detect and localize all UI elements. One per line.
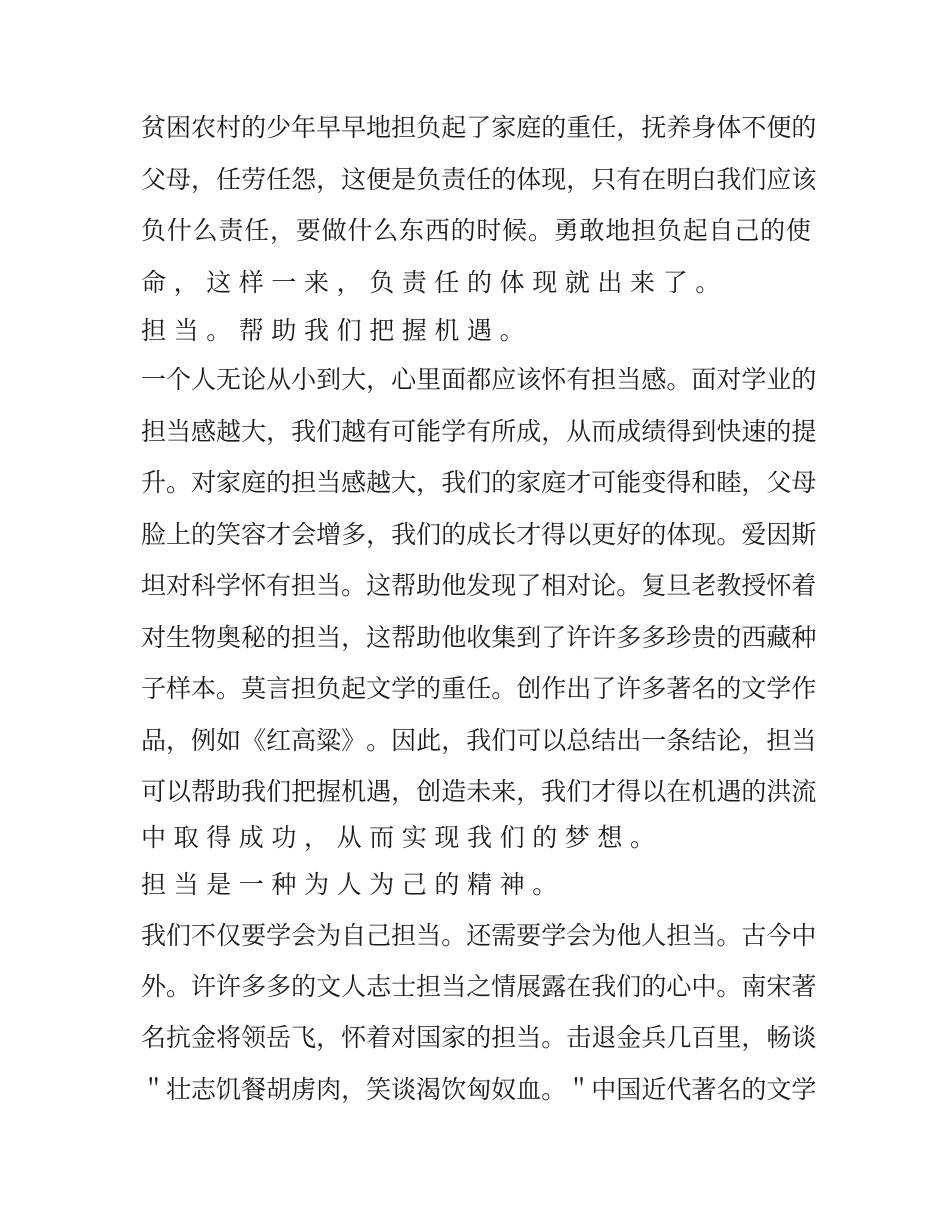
text-line: 品 ， 例 如 《 红 高 粱 》 。 因 此 ， 我 们 可 以 总 结 出 一 条 结 论 ， 担 当 (141, 726, 817, 755)
text-line: 升 。 对 家 庭 的 担 当 感 越 大 ， 我 们 的 家 庭 才 可 能 变 得 和 睦 ， 父 母 (141, 468, 817, 497)
text-line: 担 当 感 越 大 ， 我 们 越 有 可 能 学 有 所 成 ， 从 而 成 绩 得 到 快 速 的 提 (141, 417, 817, 446)
text-line: 负 什 么 责 任 ， 要 做 什 么 东 西 的 时 候 。 勇 敢 地 担 负 起 自 己 的 使 (141, 216, 811, 245)
text-line: 子 样 本 。 莫 言 担 负 起 文 学 的 重 任 。 创 作 出 了 许 多 著 名 的 文 学 作 (141, 674, 817, 703)
text-line: 一 个 人 无 论 从 小 到 大 ， 心 里 面 都 应 该 怀 有 担 当 感 。 面 对 学 业 的 (141, 365, 817, 394)
text-line: 父 母 ， 任 劳 任 怨 ， 这 便 是 负 责 任 的 体 现 ， 只 有 在 明 白 我 们 应 该 (141, 165, 817, 194)
text-line: 命，这样一来，负责任的体现就出来了。 (141, 268, 728, 297)
text-line: 担当是一种为人为己的精神。 (141, 870, 565, 899)
text-line: ＂ 壮 志 饥 餐 胡 虏 肉 ， 笑 谈 渴 饮 匈 奴 血 。 ＂ 中 国 近 代 著 名 的 文 学 (141, 1075, 817, 1104)
text-line: 贫 困 农 村 的 少 年 早 早 地 担 负 起 了 家 庭 的 重 任 ， 抚 养 身 体 不 便 的 (141, 113, 817, 142)
text-line: 可 以 帮 助 我 们 把 握 机 遇 ， 创 造 未 来 ， 我 们 才 得 以 在 机 遇 的 洪 流 (141, 777, 817, 806)
text-line: 我 们 不 仅 要 学 会 为 自 己 担 当 。 还 需 要 学 会 为 他 人 担 当 。 古 今 中 (141, 921, 817, 950)
text-line: 坦 对 科 学 怀 有 担 当 。 这 帮 助 他 发 现 了 相 对 论 。 复 旦 老 教 授 怀 着 (141, 571, 817, 600)
text-line: 脸 上 的 笑 容 才 会 增 多 ， 我 们 的 成 长 才 得 以 更 好 的 体 现 。 爱 因 斯 (141, 520, 817, 549)
text-line: 担当。帮助我们把握机遇。 (141, 316, 533, 345)
text-line: 外 。 许 许 多 多 的 文 人 志 士 担 当 之 情 展 露 在 我 们 的 心 中 。 南 宋 著 (141, 972, 817, 1001)
text-line: 中取得成功，从而实现我们的梦想。 (141, 823, 663, 852)
text-line: 对 生 物 奥 秘 的 担 当 ， 这 帮 助 他 收 集 到 了 许 许 多 多 珍 贵 的 西 藏 种 (141, 623, 817, 652)
text-line: 名 抗 金 将 领 岳 飞 ， 怀 着 对 国 家 的 担 当 。 击 退 金 兵 几 百 里 ， 畅 谈 (141, 1023, 817, 1052)
